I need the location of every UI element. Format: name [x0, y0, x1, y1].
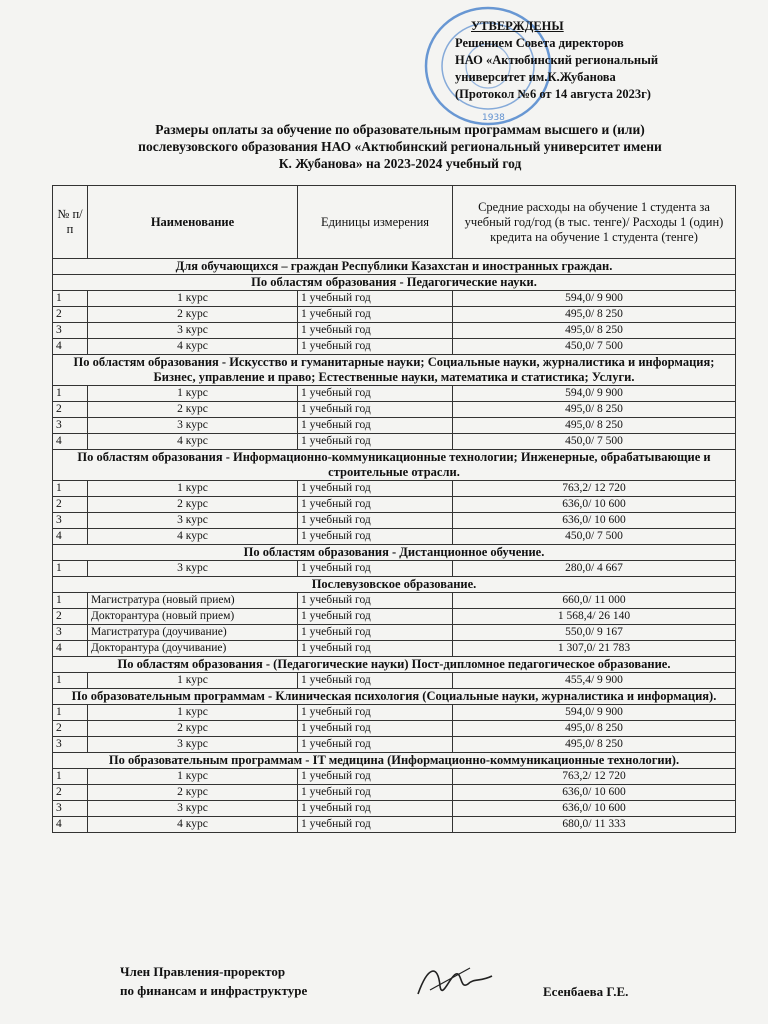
row-cost-value: 594,0/ 9 900 [453, 386, 736, 402]
row-number: 1 [53, 561, 88, 577]
row-cost-value: 660,0/ 11 000 [453, 593, 736, 609]
approval-line-3: НАО «Актюбинский региональный [455, 53, 659, 67]
row-number: 1 [53, 386, 88, 402]
row-unit: 1 учебный год [298, 323, 453, 339]
signature-block [120, 962, 720, 1000]
row-unit: 1 учебный год [298, 402, 453, 418]
table-row [53, 386, 736, 402]
row-number: 2 [53, 721, 88, 737]
section-title: По областям образования - Педагогические науки. [53, 275, 736, 291]
table-row [53, 609, 736, 625]
row-unit: 1 учебный год [298, 737, 453, 753]
header-cost: Средние расходы на обучение 1 студента за учебный год/год (в тыс. тенге)/ Расходы 1 (один) кредита на обучение 1 студента (тенге) [453, 186, 736, 259]
row-cost-value: 680,0/ 11 333 [453, 817, 736, 833]
section-title: По областям образования - Искусство и гуманитарные науки; Социальные науки, журналистика и информация; Бизнес, управление и право; Естественные науки, математика и статистика; Услуги. [53, 355, 736, 386]
signatory-name: Есенбаева Г.Е. [543, 984, 629, 999]
row-name: Магистратура (доучивание) [88, 625, 298, 641]
row-number: 4 [53, 434, 88, 450]
row-unit: 1 учебный год [298, 609, 453, 625]
row-name: 3 курс [88, 323, 298, 339]
header-num: № п/п [53, 186, 88, 259]
row-cost-value: 763,2/ 12 720 [453, 481, 736, 497]
row-cost-value: 763,2/ 12 720 [453, 769, 736, 785]
row-number: 4 [53, 529, 88, 545]
row-unit: 1 учебный год [298, 721, 453, 737]
row-unit: 1 учебный год [298, 291, 453, 307]
section-title: По областям образования - Дистанционное обучение. [53, 545, 736, 561]
row-cost-value: 450,0/ 7 500 [453, 529, 736, 545]
row-number: 1 [53, 593, 88, 609]
row-number: 4 [53, 817, 88, 833]
row-cost-value: 636,0/ 10 600 [453, 785, 736, 801]
row-unit: 1 учебный год [298, 673, 453, 689]
section-header-row [53, 689, 736, 705]
row-cost-value: 495,0/ 8 250 [453, 402, 736, 418]
section-header-row [53, 355, 736, 386]
row-name: 4 курс [88, 339, 298, 355]
row-unit: 1 учебный год [298, 386, 453, 402]
handwritten-signature [410, 956, 500, 1006]
section-title: Послевузовское образование. [53, 577, 736, 593]
table-row [53, 529, 736, 545]
row-unit: 1 учебный год [298, 497, 453, 513]
section-title: По областям образования - Информационно-коммуникационные технологии; Инженерные, обрабатывающие и строительные отрасли. [53, 450, 736, 481]
table-row [53, 721, 736, 737]
row-cost-value: 1 307,0/ 21 783 [453, 641, 736, 657]
section-title: По образовательным программам - IT медицина (Информационно-коммуникационные технологии). [53, 753, 736, 769]
section-title: По областям образования - (Педагогические науки) Пост-дипломное педагогическое образование. [53, 657, 736, 673]
row-name: 1 курс [88, 481, 298, 497]
approval-line-1: УТВЕРЖДЕНЫ [471, 19, 564, 33]
row-cost-value: 495,0/ 8 250 [453, 323, 736, 339]
row-number: 4 [53, 339, 88, 355]
row-cost-value: 636,0/ 10 600 [453, 497, 736, 513]
row-unit: 1 учебный год [298, 339, 453, 355]
table-row [53, 513, 736, 529]
row-cost-value: 280,0/ 4 667 [453, 561, 736, 577]
row-number: 2 [53, 497, 88, 513]
row-unit: 1 учебный год [298, 529, 453, 545]
row-number: 3 [53, 323, 88, 339]
row-unit: 1 учебный год [298, 641, 453, 657]
title-line-1: Размеры оплаты за обучение по образовательным программам высшего и (или) [155, 122, 645, 137]
row-cost-value: 495,0/ 8 250 [453, 418, 736, 434]
row-cost-value: 450,0/ 7 500 [453, 339, 736, 355]
row-unit: 1 учебный год [298, 817, 453, 833]
table-body [53, 259, 736, 833]
row-name: 3 курс [88, 737, 298, 753]
row-unit: 1 учебный год [298, 307, 453, 323]
row-unit: 1 учебный год [298, 561, 453, 577]
row-number: 1 [53, 481, 88, 497]
row-unit: 1 учебный год [298, 593, 453, 609]
row-cost-value: 594,0/ 9 900 [453, 705, 736, 721]
row-name: 1 курс [88, 673, 298, 689]
table-row [53, 673, 736, 689]
section-title: По образовательным программам - Клиническая психология (Социальные науки, журналистика и информация). [53, 689, 736, 705]
row-number: 1 [53, 673, 88, 689]
row-name: 1 курс [88, 386, 298, 402]
table-row [53, 641, 736, 657]
document-title [60, 121, 740, 172]
row-name: 3 курс [88, 418, 298, 434]
row-unit: 1 учебный год [298, 625, 453, 641]
table-row [53, 434, 736, 450]
row-unit: 1 учебный год [298, 785, 453, 801]
row-number: 3 [53, 513, 88, 529]
row-name: 3 курс [88, 561, 298, 577]
row-number: 2 [53, 785, 88, 801]
row-name: 1 курс [88, 705, 298, 721]
seal-year: 1938 [482, 113, 505, 123]
row-cost-value: 594,0/ 9 900 [453, 291, 736, 307]
table-row [53, 769, 736, 785]
row-number: 3 [53, 801, 88, 817]
row-number: 2 [53, 609, 88, 625]
approval-line-2: Решением Совета директоров [455, 36, 624, 50]
row-name: 2 курс [88, 785, 298, 801]
table-row [53, 785, 736, 801]
row-number: 3 [53, 737, 88, 753]
section-header-row [53, 450, 736, 481]
row-cost-value: 1 568,4/ 26 140 [453, 609, 736, 625]
table-row [53, 817, 736, 833]
row-unit: 1 учебный год [298, 801, 453, 817]
title-line-3: К. Жубанова» на 2023-2024 учебный год [278, 156, 522, 171]
row-name: 2 курс [88, 721, 298, 737]
row-cost-value: 495,0/ 8 250 [453, 307, 736, 323]
row-unit: 1 учебный год [298, 513, 453, 529]
table-row [53, 737, 736, 753]
group-header: Для обучающихся – граждан Республики Казахстан и иностранных граждан. [53, 259, 736, 275]
row-name: 4 курс [88, 529, 298, 545]
row-cost-value: 636,0/ 10 600 [453, 513, 736, 529]
section-header-row [53, 577, 736, 593]
table-row [53, 339, 736, 355]
table-row [53, 561, 736, 577]
title-line-2: послевузовского образования НАО «Актюбинский региональный университет имени [138, 139, 662, 154]
row-cost-value: 550,0/ 9 167 [453, 625, 736, 641]
row-cost-value: 455,4/ 9 900 [453, 673, 736, 689]
row-unit: 1 учебный год [298, 418, 453, 434]
row-name: Докторантура (доучивание) [88, 641, 298, 657]
row-number: 4 [53, 641, 88, 657]
signatory-position-line-2: по финансам и инфраструктуре [120, 983, 308, 998]
row-cost-value: 495,0/ 8 250 [453, 737, 736, 753]
row-name: 3 курс [88, 801, 298, 817]
table-row [53, 625, 736, 641]
signatory-position-line-1: Член Правления-проректор [120, 964, 286, 979]
table-row [53, 418, 736, 434]
header-unit: Единицы измерения [298, 186, 453, 259]
table-row [53, 402, 736, 418]
row-cost-value: 450,0/ 7 500 [453, 434, 736, 450]
table-row [53, 801, 736, 817]
row-unit: 1 учебный год [298, 705, 453, 721]
row-number: 3 [53, 418, 88, 434]
row-name: Магистратура (новый прием) [88, 593, 298, 609]
section-header-row [53, 545, 736, 561]
row-name: 2 курс [88, 402, 298, 418]
row-name: 1 курс [88, 291, 298, 307]
table-row [53, 291, 736, 307]
row-number: 2 [53, 307, 88, 323]
header-name: Наименование [88, 186, 298, 259]
approval-block [455, 18, 755, 103]
tuition-fees-table [52, 185, 736, 833]
row-name: 3 курс [88, 513, 298, 529]
approval-line-5: (Протокол №6 от 14 августа 2023г) [455, 87, 651, 101]
row-unit: 1 учебный год [298, 481, 453, 497]
section-header-row [53, 753, 736, 769]
row-cost-value: 636,0/ 10 600 [453, 801, 736, 817]
row-name: 4 курс [88, 434, 298, 450]
table-row [53, 323, 736, 339]
row-name: 2 курс [88, 497, 298, 513]
row-unit: 1 учебный год [298, 769, 453, 785]
table-row [53, 705, 736, 721]
row-name: 1 курс [88, 769, 298, 785]
row-unit: 1 учебный год [298, 434, 453, 450]
row-number: 1 [53, 769, 88, 785]
row-name: 4 курс [88, 817, 298, 833]
section-header-row [53, 657, 736, 673]
table-row [53, 307, 736, 323]
row-name: Докторантура (новый прием) [88, 609, 298, 625]
row-name: 2 курс [88, 307, 298, 323]
row-cost-value: 495,0/ 8 250 [453, 721, 736, 737]
section-header-row [53, 275, 736, 291]
row-number: 1 [53, 705, 88, 721]
table-row [53, 497, 736, 513]
approval-line-4: университет им.К.Жубанова [455, 70, 616, 84]
row-number: 1 [53, 291, 88, 307]
row-number: 3 [53, 625, 88, 641]
table-row [53, 593, 736, 609]
row-number: 2 [53, 402, 88, 418]
table-row [53, 481, 736, 497]
